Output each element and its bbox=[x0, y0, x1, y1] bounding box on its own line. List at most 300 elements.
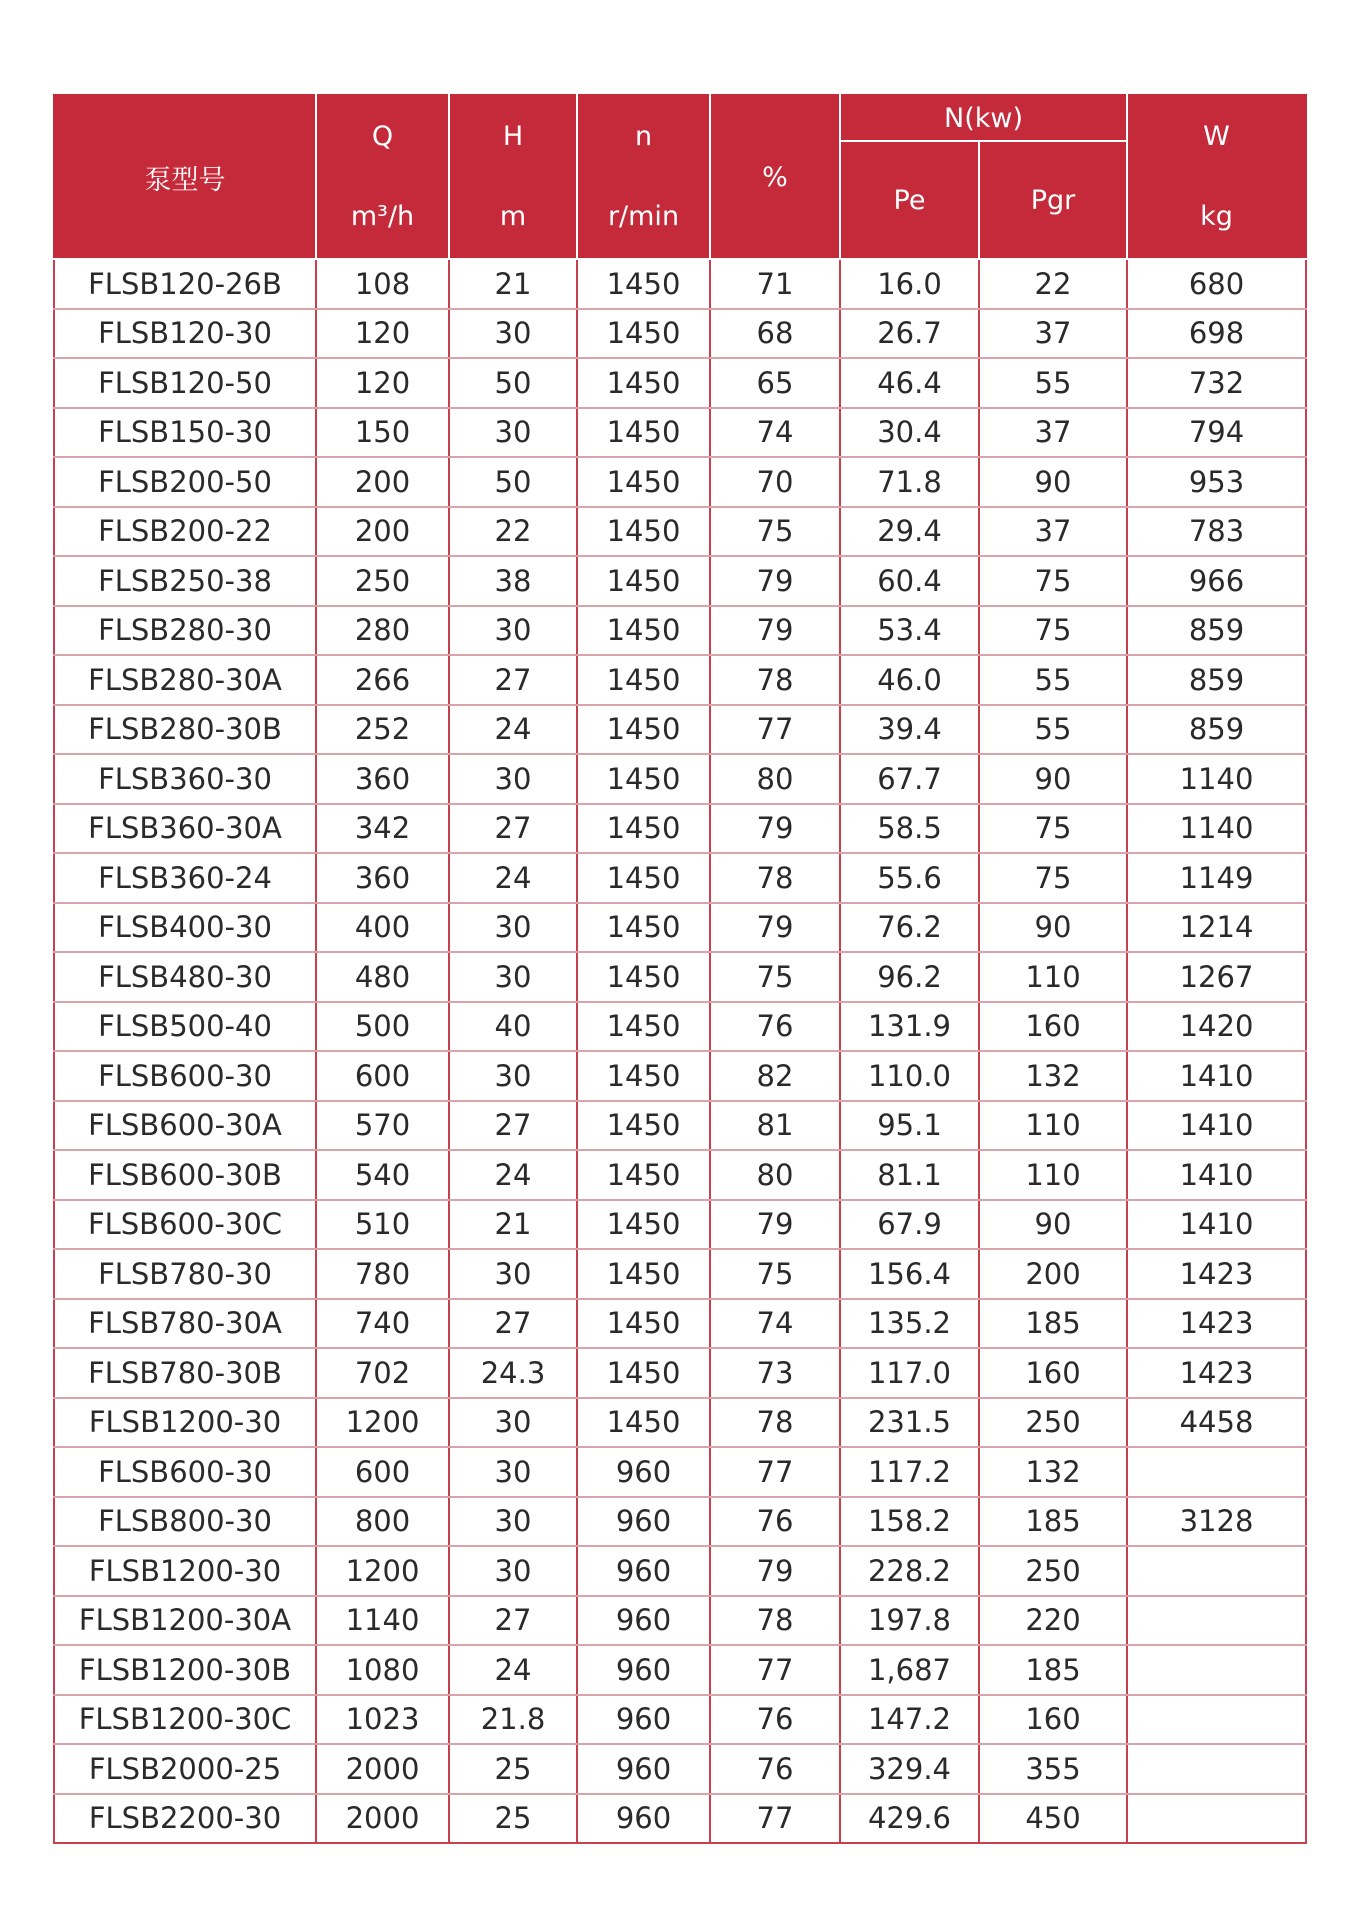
cell-speed: 1450 bbox=[577, 853, 710, 903]
cell-motor-power: 37 bbox=[979, 408, 1127, 458]
cell-head: 30 bbox=[449, 1398, 577, 1448]
cell-speed: 960 bbox=[577, 1497, 710, 1547]
cell-motor-power: 110 bbox=[979, 952, 1127, 1002]
table-row bbox=[54, 1645, 1306, 1695]
cell-motor-power: 55 bbox=[979, 705, 1127, 755]
table-row bbox=[54, 1150, 1306, 1200]
cell-shaft-power: 60.4 bbox=[840, 556, 979, 606]
cell-flow: 120 bbox=[316, 358, 449, 408]
cell-head: 30 bbox=[449, 952, 577, 1002]
header-head bbox=[449, 95, 577, 259]
cell-shaft-power: 131.9 bbox=[840, 1002, 979, 1052]
cell-speed: 1450 bbox=[577, 903, 710, 953]
cell-model: FLSB2000-25 bbox=[54, 1744, 316, 1794]
cell-head: 50 bbox=[449, 358, 577, 408]
cell-shaft-power: 16.0 bbox=[840, 259, 979, 309]
cell-model: FLSB360-30 bbox=[54, 754, 316, 804]
cell-motor-power: 110 bbox=[979, 1150, 1127, 1200]
cell-head: 50 bbox=[449, 457, 577, 507]
cell-weight: 1149 bbox=[1127, 853, 1306, 903]
cell-weight: 859 bbox=[1127, 606, 1306, 656]
cell-efficiency: 78 bbox=[710, 1596, 840, 1646]
cell-speed: 1450 bbox=[577, 259, 710, 309]
cell-head: 30 bbox=[449, 309, 577, 359]
table-header bbox=[54, 95, 1306, 259]
cell-model: FLSB600-30 bbox=[54, 1051, 316, 1101]
cell-model: FLSB780-30 bbox=[54, 1249, 316, 1299]
cell-flow: 360 bbox=[316, 853, 449, 903]
cell-shaft-power: 117.0 bbox=[840, 1348, 979, 1398]
cell-model: FLSB1200-30 bbox=[54, 1398, 316, 1448]
table-row bbox=[54, 457, 1306, 507]
cell-motor-power: 450 bbox=[979, 1794, 1127, 1844]
table-row bbox=[54, 1002, 1306, 1052]
cell-speed: 1450 bbox=[577, 1051, 710, 1101]
cell-weight: 1410 bbox=[1127, 1150, 1306, 1200]
cell-head: 40 bbox=[449, 1002, 577, 1052]
cell-shaft-power: 55.6 bbox=[840, 853, 979, 903]
header-flow-unit: m³/h bbox=[350, 201, 415, 232]
cell-flow: 1080 bbox=[316, 1645, 449, 1695]
table-body bbox=[54, 259, 1306, 1843]
cell-shaft-power: 71.8 bbox=[840, 457, 979, 507]
cell-flow: 2000 bbox=[316, 1794, 449, 1844]
cell-head: 27 bbox=[449, 655, 577, 705]
cell-speed: 960 bbox=[577, 1744, 710, 1794]
cell-efficiency: 79 bbox=[710, 1546, 840, 1596]
cell-speed: 1450 bbox=[577, 1002, 710, 1052]
header-flow-symbol: Q bbox=[371, 121, 394, 152]
cell-efficiency: 65 bbox=[710, 358, 840, 408]
cell-speed: 1450 bbox=[577, 507, 710, 557]
cell-model: FLSB280-30 bbox=[54, 606, 316, 656]
cell-efficiency: 77 bbox=[710, 1447, 840, 1497]
cell-efficiency: 71 bbox=[710, 259, 840, 309]
cell-speed: 960 bbox=[577, 1645, 710, 1695]
cell-efficiency: 79 bbox=[710, 1200, 840, 1250]
table-row bbox=[54, 259, 1306, 309]
cell-shaft-power: 39.4 bbox=[840, 705, 979, 755]
table-row bbox=[54, 408, 1306, 458]
cell-efficiency: 77 bbox=[710, 705, 840, 755]
table-row bbox=[54, 1596, 1306, 1646]
cell-shaft-power: 53.4 bbox=[840, 606, 979, 656]
cell-head: 24 bbox=[449, 853, 577, 903]
cell-weight bbox=[1127, 1546, 1306, 1596]
cell-motor-power: 55 bbox=[979, 358, 1127, 408]
header-head-unit: m bbox=[499, 201, 527, 232]
cell-speed: 1450 bbox=[577, 754, 710, 804]
cell-motor-power: 132 bbox=[979, 1051, 1127, 1101]
cell-model: FLSB200-22 bbox=[54, 507, 316, 557]
cell-motor-power: 355 bbox=[979, 1744, 1127, 1794]
cell-head: 27 bbox=[449, 1101, 577, 1151]
header-weight bbox=[1127, 95, 1306, 259]
cell-motor-power: 75 bbox=[979, 804, 1127, 854]
cell-speed: 1450 bbox=[577, 556, 710, 606]
cell-shaft-power: 429.6 bbox=[840, 1794, 979, 1844]
table-row bbox=[54, 1051, 1306, 1101]
cell-head: 21 bbox=[449, 259, 577, 309]
table-row bbox=[54, 1348, 1306, 1398]
cell-speed: 1450 bbox=[577, 705, 710, 755]
cell-weight: 1410 bbox=[1127, 1051, 1306, 1101]
cell-flow: 108 bbox=[316, 259, 449, 309]
cell-shaft-power: 76.2 bbox=[840, 903, 979, 953]
cell-speed: 1450 bbox=[577, 358, 710, 408]
cell-efficiency: 76 bbox=[710, 1695, 840, 1745]
cell-head: 25 bbox=[449, 1744, 577, 1794]
cell-flow: 2000 bbox=[316, 1744, 449, 1794]
cell-weight bbox=[1127, 1645, 1306, 1695]
cell-efficiency: 75 bbox=[710, 952, 840, 1002]
cell-head: 30 bbox=[449, 1447, 577, 1497]
cell-flow: 540 bbox=[316, 1150, 449, 1200]
cell-motor-power: 132 bbox=[979, 1447, 1127, 1497]
cell-shaft-power: 46.0 bbox=[840, 655, 979, 705]
cell-weight: 1423 bbox=[1127, 1348, 1306, 1398]
cell-flow: 400 bbox=[316, 903, 449, 953]
cell-weight: 1140 bbox=[1127, 754, 1306, 804]
header-head-symbol: H bbox=[502, 121, 524, 152]
cell-model: FLSB800-30 bbox=[54, 1497, 316, 1547]
cell-shaft-power: 228.2 bbox=[840, 1546, 979, 1596]
cell-model: FLSB780-30A bbox=[54, 1299, 316, 1349]
cell-model: FLSB360-30A bbox=[54, 804, 316, 854]
header-model: 泵型号 bbox=[54, 95, 316, 259]
cell-model: FLSB200-50 bbox=[54, 457, 316, 507]
cell-head: 21.8 bbox=[449, 1695, 577, 1745]
cell-head: 30 bbox=[449, 1051, 577, 1101]
cell-motor-power: 90 bbox=[979, 457, 1127, 507]
cell-efficiency: 76 bbox=[710, 1497, 840, 1547]
cell-model: FLSB600-30B bbox=[54, 1150, 316, 1200]
cell-motor-power: 75 bbox=[979, 556, 1127, 606]
table-row bbox=[54, 1744, 1306, 1794]
table-row bbox=[54, 1249, 1306, 1299]
cell-head: 30 bbox=[449, 754, 577, 804]
table-row bbox=[54, 705, 1306, 755]
cell-weight: 1410 bbox=[1127, 1200, 1306, 1250]
cell-motor-power: 90 bbox=[979, 903, 1127, 953]
table-row bbox=[54, 1200, 1306, 1250]
cell-speed: 960 bbox=[577, 1794, 710, 1844]
cell-head: 30 bbox=[449, 408, 577, 458]
cell-model: FLSB280-30B bbox=[54, 705, 316, 755]
cell-weight bbox=[1127, 1794, 1306, 1844]
header-speed bbox=[577, 95, 710, 259]
cell-speed: 1450 bbox=[577, 1299, 710, 1349]
cell-motor-power: 185 bbox=[979, 1645, 1127, 1695]
cell-model: FLSB400-30 bbox=[54, 903, 316, 953]
cell-efficiency: 78 bbox=[710, 655, 840, 705]
cell-flow: 702 bbox=[316, 1348, 449, 1398]
cell-shaft-power: 329.4 bbox=[840, 1744, 979, 1794]
cell-efficiency: 73 bbox=[710, 1348, 840, 1398]
cell-shaft-power: 26.7 bbox=[840, 309, 979, 359]
cell-head: 21 bbox=[449, 1200, 577, 1250]
cell-head: 27 bbox=[449, 804, 577, 854]
cell-flow: 780 bbox=[316, 1249, 449, 1299]
cell-shaft-power: 30.4 bbox=[840, 408, 979, 458]
cell-speed: 960 bbox=[577, 1447, 710, 1497]
cell-shaft-power: 147.2 bbox=[840, 1695, 979, 1745]
cell-flow: 266 bbox=[316, 655, 449, 705]
cell-flow: 740 bbox=[316, 1299, 449, 1349]
table-row bbox=[54, 655, 1306, 705]
cell-weight: 859 bbox=[1127, 705, 1306, 755]
header-weight-unit: kg bbox=[1200, 201, 1233, 232]
cell-speed: 1450 bbox=[577, 1200, 710, 1250]
cell-motor-power: 90 bbox=[979, 754, 1127, 804]
cell-efficiency: 82 bbox=[710, 1051, 840, 1101]
cell-shaft-power: 110.0 bbox=[840, 1051, 979, 1101]
cell-head: 24 bbox=[449, 1150, 577, 1200]
cell-flow: 1140 bbox=[316, 1596, 449, 1646]
cell-model: FLSB360-24 bbox=[54, 853, 316, 903]
cell-model: FLSB780-30B bbox=[54, 1348, 316, 1398]
table-row bbox=[54, 358, 1306, 408]
cell-speed: 1450 bbox=[577, 457, 710, 507]
cell-speed: 1450 bbox=[577, 804, 710, 854]
cell-motor-power: 185 bbox=[979, 1497, 1127, 1547]
cell-weight bbox=[1127, 1447, 1306, 1497]
cell-efficiency: 78 bbox=[710, 1398, 840, 1448]
cell-efficiency: 80 bbox=[710, 754, 840, 804]
cell-flow: 280 bbox=[316, 606, 449, 656]
cell-flow: 480 bbox=[316, 952, 449, 1002]
cell-weight: 1410 bbox=[1127, 1101, 1306, 1151]
cell-head: 24 bbox=[449, 1645, 577, 1695]
cell-shaft-power: 117.2 bbox=[840, 1447, 979, 1497]
cell-motor-power: 185 bbox=[979, 1299, 1127, 1349]
cell-head: 25 bbox=[449, 1794, 577, 1844]
cell-model: FLSB480-30 bbox=[54, 952, 316, 1002]
header-motor-power: Pgr bbox=[979, 141, 1127, 259]
cell-weight: 966 bbox=[1127, 556, 1306, 606]
pump-spec-table bbox=[53, 94, 1307, 1844]
cell-efficiency: 76 bbox=[710, 1744, 840, 1794]
table-row bbox=[54, 1497, 1306, 1547]
cell-weight: 698 bbox=[1127, 309, 1306, 359]
header-flow bbox=[316, 95, 449, 259]
cell-head: 27 bbox=[449, 1299, 577, 1349]
cell-weight: 1140 bbox=[1127, 804, 1306, 854]
cell-efficiency: 79 bbox=[710, 556, 840, 606]
cell-shaft-power: 67.9 bbox=[840, 1200, 979, 1250]
cell-flow: 500 bbox=[316, 1002, 449, 1052]
cell-motor-power: 250 bbox=[979, 1398, 1127, 1448]
cell-speed: 1450 bbox=[577, 1249, 710, 1299]
cell-shaft-power: 58.5 bbox=[840, 804, 979, 854]
cell-efficiency: 70 bbox=[710, 457, 840, 507]
cell-efficiency: 77 bbox=[710, 1645, 840, 1695]
cell-shaft-power: 1,687 bbox=[840, 1645, 979, 1695]
cell-flow: 600 bbox=[316, 1051, 449, 1101]
cell-flow: 510 bbox=[316, 1200, 449, 1250]
table-row bbox=[54, 952, 1306, 1002]
cell-motor-power: 220 bbox=[979, 1596, 1127, 1646]
cell-flow: 1200 bbox=[316, 1546, 449, 1596]
cell-speed: 1450 bbox=[577, 606, 710, 656]
cell-efficiency: 75 bbox=[710, 1249, 840, 1299]
cell-weight: 680 bbox=[1127, 259, 1306, 309]
table-row bbox=[54, 1299, 1306, 1349]
table-row bbox=[54, 309, 1306, 359]
cell-shaft-power: 231.5 bbox=[840, 1398, 979, 1448]
table-row bbox=[54, 507, 1306, 557]
cell-speed: 1450 bbox=[577, 1348, 710, 1398]
cell-weight bbox=[1127, 1744, 1306, 1794]
cell-motor-power: 55 bbox=[979, 655, 1127, 705]
cell-speed: 1450 bbox=[577, 1150, 710, 1200]
cell-motor-power: 22 bbox=[979, 259, 1127, 309]
cell-weight: 859 bbox=[1127, 655, 1306, 705]
table-row bbox=[54, 556, 1306, 606]
cell-model: FLSB120-26B bbox=[54, 259, 316, 309]
cell-efficiency: 78 bbox=[710, 853, 840, 903]
cell-weight: 1423 bbox=[1127, 1299, 1306, 1349]
table-row bbox=[54, 606, 1306, 656]
cell-weight: 1420 bbox=[1127, 1002, 1306, 1052]
cell-weight: 794 bbox=[1127, 408, 1306, 458]
cell-speed: 1450 bbox=[577, 1398, 710, 1448]
cell-model: FLSB500-40 bbox=[54, 1002, 316, 1052]
cell-efficiency: 74 bbox=[710, 1299, 840, 1349]
cell-flow: 1200 bbox=[316, 1398, 449, 1448]
cell-weight: 783 bbox=[1127, 507, 1306, 557]
cell-model: FLSB600-30A bbox=[54, 1101, 316, 1151]
cell-model: FLSB280-30A bbox=[54, 655, 316, 705]
cell-speed: 1450 bbox=[577, 309, 710, 359]
cell-flow: 1023 bbox=[316, 1695, 449, 1745]
cell-speed: 1450 bbox=[577, 408, 710, 458]
cell-shaft-power: 81.1 bbox=[840, 1150, 979, 1200]
cell-head: 30 bbox=[449, 903, 577, 953]
cell-weight: 1214 bbox=[1127, 903, 1306, 953]
header-efficiency: % bbox=[710, 95, 840, 259]
cell-weight: 732 bbox=[1127, 358, 1306, 408]
cell-weight: 3128 bbox=[1127, 1497, 1306, 1547]
cell-efficiency: 79 bbox=[710, 903, 840, 953]
cell-shaft-power: 158.2 bbox=[840, 1497, 979, 1547]
cell-motor-power: 37 bbox=[979, 309, 1127, 359]
cell-flow: 200 bbox=[316, 457, 449, 507]
cell-model: FLSB600-30 bbox=[54, 1447, 316, 1497]
cell-weight: 1423 bbox=[1127, 1249, 1306, 1299]
cell-model: FLSB1200-30B bbox=[54, 1645, 316, 1695]
header-power-group: N(kw) bbox=[840, 95, 1127, 141]
cell-head: 24 bbox=[449, 705, 577, 755]
cell-motor-power: 250 bbox=[979, 1546, 1127, 1596]
cell-weight bbox=[1127, 1695, 1306, 1745]
cell-motor-power: 160 bbox=[979, 1695, 1127, 1745]
cell-weight: 4458 bbox=[1127, 1398, 1306, 1448]
table-row bbox=[54, 1794, 1306, 1844]
cell-model: FLSB1200-30 bbox=[54, 1546, 316, 1596]
header-shaft-power: Pe bbox=[840, 141, 979, 259]
cell-head: 24.3 bbox=[449, 1348, 577, 1398]
cell-model: FLSB150-30 bbox=[54, 408, 316, 458]
cell-weight: 1267 bbox=[1127, 952, 1306, 1002]
cell-model: FLSB120-30 bbox=[54, 309, 316, 359]
table-row bbox=[54, 1447, 1306, 1497]
cell-speed: 1450 bbox=[577, 1101, 710, 1151]
cell-efficiency: 74 bbox=[710, 408, 840, 458]
table-row bbox=[54, 754, 1306, 804]
cell-flow: 360 bbox=[316, 754, 449, 804]
cell-head: 22 bbox=[449, 507, 577, 557]
cell-speed: 1450 bbox=[577, 952, 710, 1002]
cell-head: 38 bbox=[449, 556, 577, 606]
cell-head: 30 bbox=[449, 606, 577, 656]
cell-motor-power: 200 bbox=[979, 1249, 1127, 1299]
cell-model: FLSB250-38 bbox=[54, 556, 316, 606]
cell-speed: 960 bbox=[577, 1695, 710, 1745]
table-row bbox=[54, 1695, 1306, 1745]
cell-shaft-power: 95.1 bbox=[840, 1101, 979, 1151]
cell-speed: 960 bbox=[577, 1596, 710, 1646]
cell-weight bbox=[1127, 1596, 1306, 1646]
cell-shaft-power: 156.4 bbox=[840, 1249, 979, 1299]
header-speed-symbol: n bbox=[634, 121, 653, 152]
cell-efficiency: 77 bbox=[710, 1794, 840, 1844]
cell-efficiency: 80 bbox=[710, 1150, 840, 1200]
cell-efficiency: 79 bbox=[710, 606, 840, 656]
cell-motor-power: 75 bbox=[979, 606, 1127, 656]
cell-shaft-power: 67.7 bbox=[840, 754, 979, 804]
cell-shaft-power: 29.4 bbox=[840, 507, 979, 557]
cell-speed: 1450 bbox=[577, 655, 710, 705]
cell-flow: 200 bbox=[316, 507, 449, 557]
cell-motor-power: 75 bbox=[979, 853, 1127, 903]
cell-flow: 600 bbox=[316, 1447, 449, 1497]
cell-flow: 570 bbox=[316, 1101, 449, 1151]
cell-model: FLSB600-30C bbox=[54, 1200, 316, 1250]
table-row bbox=[54, 804, 1306, 854]
cell-efficiency: 76 bbox=[710, 1002, 840, 1052]
cell-efficiency: 75 bbox=[710, 507, 840, 557]
cell-efficiency: 79 bbox=[710, 804, 840, 854]
cell-efficiency: 81 bbox=[710, 1101, 840, 1151]
cell-model: FLSB1200-30C bbox=[54, 1695, 316, 1745]
cell-efficiency: 68 bbox=[710, 309, 840, 359]
header-speed-unit: r/min bbox=[607, 201, 680, 232]
cell-shaft-power: 96.2 bbox=[840, 952, 979, 1002]
cell-flow: 252 bbox=[316, 705, 449, 755]
cell-motor-power: 160 bbox=[979, 1348, 1127, 1398]
table-row bbox=[54, 1101, 1306, 1151]
cell-shaft-power: 197.8 bbox=[840, 1596, 979, 1646]
header-weight-symbol: W bbox=[1203, 121, 1230, 152]
cell-shaft-power: 46.4 bbox=[840, 358, 979, 408]
cell-motor-power: 90 bbox=[979, 1200, 1127, 1250]
table-row bbox=[54, 1546, 1306, 1596]
cell-flow: 150 bbox=[316, 408, 449, 458]
cell-flow: 120 bbox=[316, 309, 449, 359]
cell-motor-power: 110 bbox=[979, 1101, 1127, 1151]
cell-shaft-power: 135.2 bbox=[840, 1299, 979, 1349]
table-row bbox=[54, 1398, 1306, 1448]
cell-flow: 800 bbox=[316, 1497, 449, 1547]
cell-head: 27 bbox=[449, 1596, 577, 1646]
cell-flow: 250 bbox=[316, 556, 449, 606]
cell-head: 30 bbox=[449, 1249, 577, 1299]
cell-weight: 953 bbox=[1127, 457, 1306, 507]
cell-speed: 960 bbox=[577, 1546, 710, 1596]
cell-motor-power: 37 bbox=[979, 507, 1127, 557]
cell-model: FLSB120-50 bbox=[54, 358, 316, 408]
